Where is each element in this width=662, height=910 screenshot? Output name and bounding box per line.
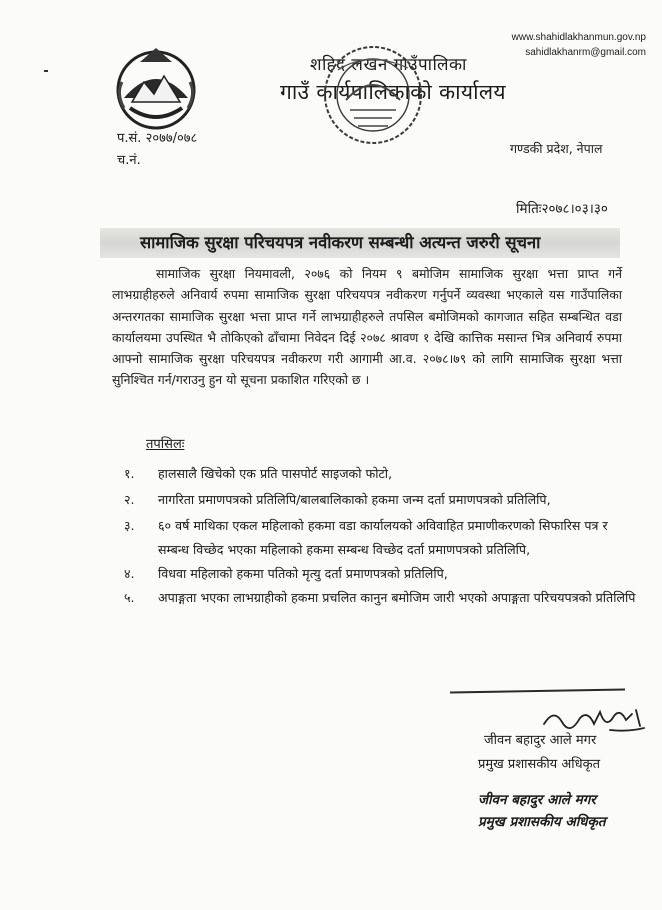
list-item-text: हालसालै खिचेको एक प्रति पासपोर्ट साइजको फोटो, (158, 466, 393, 481)
notice-body-text: सामाजिक सुरक्षा नियमावली, २०७६ को नियम ९ बमोजिम सामाजिक सुरक्षा भत्ता प्राप्त गर्ने लाभग्राहीहरुले अनिवार्य रुपमा सामाजिक सुरक्षा परिचयपत्र नवीकरण गर्नुपर्ने व्यवस्था भएकाले यस गाउँपालिका अन्तरगतका सामाजिक सुरक्षा भत्ता प्राप्त गर्ने लाभग्राहीहरुले तपसिल बमोजिमको कागजात सहित सम्बन्धित वडा कार्यालयमा उपस्थित भै तोकिएको ढाँचामा निवेदन दिई २०७८ श्रावण १ देखि कात्तिक मसान्त भित्र अनिवार्य रुपमा आफ्नो सामाजिक सुरक्षा परिचयपत्र नवीकरण गरी आगामी आ.व. २०७८।७९ को लागि सामाजिक सुरक्षा भत्ता सुनिश्चित गर्न/गराउनु हुन यो सूचना प्रकाशित गरिएको छ । (112, 266, 622, 388)
dispatch-number: च.नं. (117, 153, 141, 168)
office-stamp-icon (318, 40, 428, 150)
designation-stamp: प्रमुख प्रशासकीय अधिकृत (478, 814, 606, 830)
org-name-line1: शहिद लखन गाउँपालिका (310, 55, 467, 75)
list-heading: तपसिलः (146, 437, 185, 452)
list-item (118, 514, 638, 562)
list-item-number: १. (124, 466, 135, 481)
list-item (118, 488, 638, 512)
reference-number: प.सं. २०७७/०७८ (117, 131, 198, 146)
document-list (118, 462, 638, 610)
website-link[interactable]: www.shahidlakhanmun.gov.np (511, 32, 646, 43)
list-item-text: अपाङ्गता भएका लाभग्राहीको हकमा प्रचलित कानुन बमोजिम जारी भएको अपाङ्गता परिचयपत्रको प्रतिलिपि (158, 590, 636, 605)
list-item-text: ६० वर्ष माथिका एकल महिलाको हकमा वडा कार्यालयको अविवाहित प्रमाणीकरणको सिफारिस पत्र र सम्बन्ध विच्छेद भएका महिलाको हकमा सम्बन्ध विच्छेद दर्ता प्रमाणपत्रको प्रतिलिपि, (158, 518, 608, 557)
province-label: गण्डकी प्रदेश, नेपाल (510, 141, 603, 156)
scan-speck (44, 70, 48, 72)
signatory-title: प्रमुख प्रशासकीय अधिकृत (478, 757, 601, 772)
list-item-number: ४. (124, 566, 135, 581)
name-stamp: जीवन बहादुर आले मगर (478, 792, 596, 808)
contact-block (512, 30, 646, 60)
list-item (118, 462, 638, 486)
list-item-text: नागरिता प्रमाणपत्रको प्रतिलिपि/बालबालिकाको हकमा जन्म दर्ता प्रमाणपत्रको प्रतिलिपि, (158, 492, 551, 507)
list-item (118, 562, 638, 586)
email-link[interactable]: sahidlakhanrm@gmail.com (525, 47, 646, 58)
notice-date: मितिः२०७८।०३।३० (516, 201, 608, 217)
signature-line (450, 688, 625, 693)
notice-title: सामाजिक सुरक्षा परिचयपत्र नवीकरण सम्बन्धी अत्यन्त जरुरी सूचना (140, 233, 541, 252)
list-item-text: विधवा महिलाको हकमा पतिको मृत्यु दर्ता प्रमाणपत्रको प्रतिलिपि, (158, 566, 448, 581)
list-item-number: २. (124, 492, 135, 507)
org-name-line2: गाउँ कार्यपालिकाको कार्यालय (280, 80, 506, 104)
list-item-number: ५. (124, 590, 135, 605)
list-item (118, 586, 638, 610)
notice-body (112, 263, 622, 391)
signatory-name: जीवन बहादुर आले मगर (484, 733, 597, 748)
list-item-number: ३. (124, 518, 135, 533)
nepal-emblem-icon (110, 42, 202, 134)
